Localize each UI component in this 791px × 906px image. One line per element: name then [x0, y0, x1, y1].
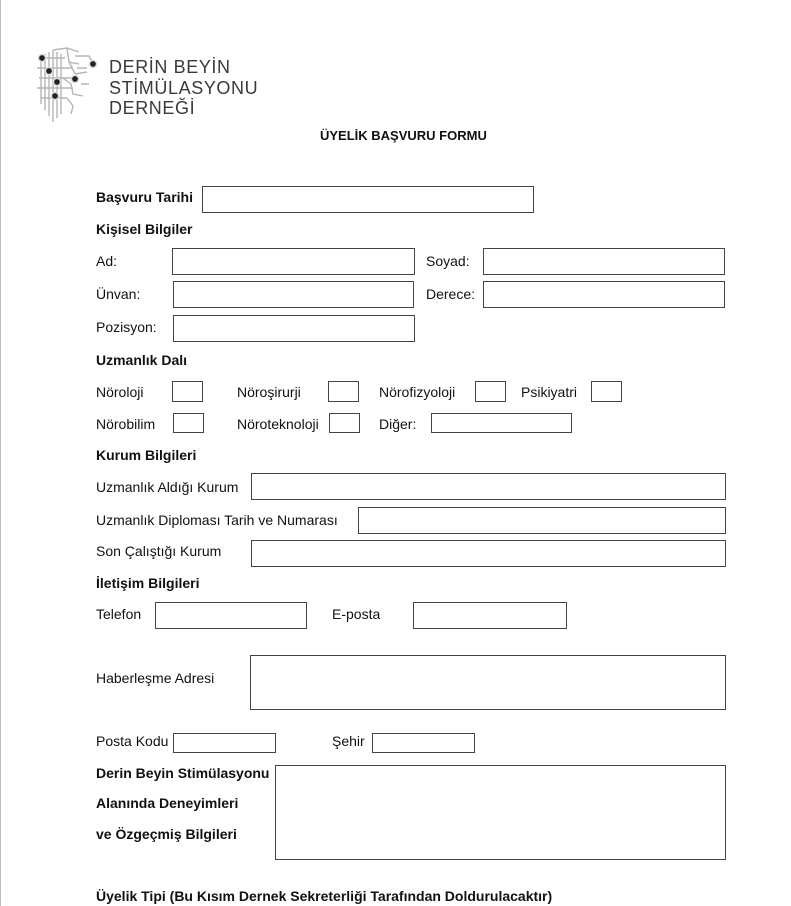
last-name-label: Soyad: [426, 253, 470, 269]
specialty-heading: Uzmanlık Dalı [96, 352, 188, 368]
address-label: Haberleşme Adresi [96, 670, 215, 686]
degree-label: Derece: [426, 286, 476, 302]
position-field[interactable] [173, 315, 415, 342]
postal-code-field[interactable] [173, 733, 276, 753]
email-field[interactable] [413, 602, 567, 629]
degree-field[interactable] [483, 281, 725, 308]
organization-name [109, 57, 258, 119]
phone-label: Telefon [96, 606, 142, 622]
experience-label-line-3: ve Özgeçmiş Bilgileri [96, 826, 237, 842]
postal-code-label: Posta Kodu [96, 733, 169, 749]
specialty-option-label: Nöroşirurji [237, 384, 301, 400]
membership-type-heading: Üyelik Tipi (Bu Kısım Dernek Sekreterliği Tarafından Doldurulacaktır) [96, 888, 553, 904]
psychiatry-checkbox[interactable] [591, 381, 622, 402]
city-field[interactable] [372, 733, 475, 753]
application-date-field[interactable] [202, 186, 534, 213]
specialty-option-label: Nörofizyoloji [379, 384, 456, 400]
first-name-field[interactable] [172, 248, 415, 275]
city-label: Şehir [332, 733, 365, 749]
position-label: Pozisyon: [96, 319, 157, 335]
institution-heading: Kurum Bilgileri [96, 447, 197, 463]
org-name-line-2: STİMÜLASYONU [109, 77, 259, 98]
last-institution-field[interactable] [251, 540, 726, 567]
org-name-line-1: DERİN BEYİN [109, 57, 231, 77]
title-field[interactable] [173, 281, 414, 308]
specialty-institution-label: Uzmanlık Aldığı Kurum [96, 479, 239, 495]
specialty-option-label: Nörobilim [96, 416, 156, 432]
diploma-label: Uzmanlık Diploması Tarih ve Numarası [96, 512, 338, 528]
personal-info-heading: Kişisel Bilgiler [96, 221, 193, 237]
last-institution-label: Son Çalıştığı Kurum [96, 543, 222, 559]
experience-label-line-2: Alanında Deneyimleri [96, 795, 239, 811]
other-specialty-label: Diğer: [379, 416, 417, 432]
form-title: ÜYELİK BAŞVURU FORMU [320, 128, 487, 143]
neurosurgery-checkbox[interactable] [328, 381, 359, 402]
last-name-field[interactable] [483, 248, 725, 275]
page-edge [0, 0, 1, 906]
neurology-checkbox[interactable] [172, 381, 203, 402]
first-name-label: Ad: [96, 253, 118, 269]
email-label: E-posta [332, 606, 381, 622]
specialty-option-label: Nöroteknoloji [237, 416, 319, 432]
other-specialty-field[interactable] [431, 413, 572, 433]
application-date-label: Başvuru Tarihi [96, 189, 193, 205]
phone-field[interactable] [155, 602, 307, 629]
diploma-field[interactable] [358, 507, 726, 534]
address-field[interactable] [250, 655, 726, 710]
neurophysiology-checkbox[interactable] [475, 381, 506, 402]
specialty-option-label: Psikiyatri [521, 384, 578, 400]
title-label: Ünvan: [96, 286, 141, 302]
neurotechnology-checkbox[interactable] [329, 413, 360, 433]
brain-circuit-logo-icon [27, 44, 107, 126]
experience-field[interactable] [275, 765, 726, 860]
neuroscience-checkbox[interactable] [173, 413, 204, 433]
specialty-option-label: Nöroloji [96, 384, 144, 400]
experience-label-line-1: Derin Beyin Stimülasyonu [96, 765, 270, 781]
contact-heading: İletişim Bilgileri [96, 575, 200, 591]
specialty-institution-field[interactable] [251, 473, 726, 500]
org-name-line-3: DERNEĞİ [109, 98, 196, 118]
